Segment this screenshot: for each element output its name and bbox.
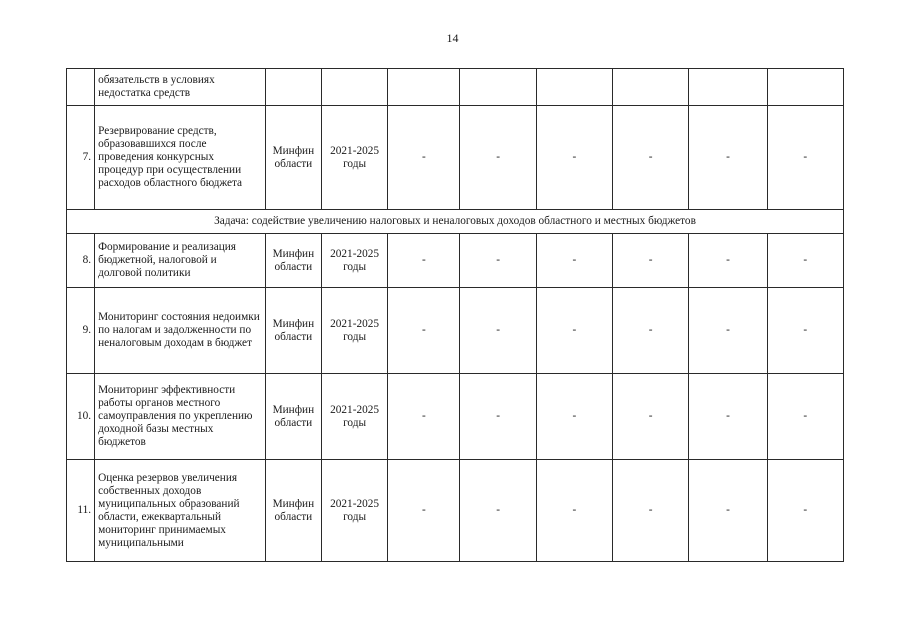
row-value-1: - [388, 460, 460, 562]
row-executor: Минфин области [265, 234, 321, 288]
empty-cell [388, 69, 460, 106]
empty-cell [321, 69, 387, 106]
row-value-5: - [689, 234, 767, 288]
row-value-6: - [767, 374, 843, 460]
row-number: 9. [67, 288, 95, 374]
row-value-1: - [388, 106, 460, 210]
empty-cell [767, 69, 843, 106]
row-executor: Минфин области [265, 374, 321, 460]
row-value-4: - [613, 234, 689, 288]
row-value-2: - [460, 288, 536, 374]
row-value-6: - [767, 288, 843, 374]
row-value-4: - [613, 288, 689, 374]
row-period: 2021-2025 годы [321, 460, 387, 562]
row-period: 2021-2025 годы [321, 288, 387, 374]
row-period: 2021-2025 годы [321, 374, 387, 460]
row-value-3: - [536, 234, 612, 288]
row-executor: Минфин области [265, 460, 321, 562]
row-value-4: - [613, 460, 689, 562]
row-number [67, 69, 95, 106]
row-value-3: - [536, 106, 612, 210]
empty-cell [460, 69, 536, 106]
row-executor: Минфин области [265, 106, 321, 210]
table-row [67, 288, 844, 374]
plan-table [66, 68, 844, 562]
empty-cell [689, 69, 767, 106]
row-period: 2021-2025 годы [321, 234, 387, 288]
row-value-4: - [613, 374, 689, 460]
task-heading: Задача: содействие увеличению налоговых и неналоговых доходов областного и местных бюджетов [67, 210, 844, 234]
row-value-2: - [460, 234, 536, 288]
row-value-5: - [689, 460, 767, 562]
row-value-6: - [767, 234, 843, 288]
table-body [67, 69, 844, 562]
row-value-5: - [689, 374, 767, 460]
row-number: 8. [67, 234, 95, 288]
page-number: 14 [446, 31, 459, 45]
row-value-2: - [460, 374, 536, 460]
row-measure-name: Резервирование средств, образовавшихся после проведения конкурсных процедур при осуществлении расходов областного бюджета [95, 106, 266, 210]
row-value-3: - [536, 460, 612, 562]
row-value-2: - [460, 460, 536, 562]
table-row [67, 460, 844, 562]
empty-cell [265, 69, 321, 106]
task-row [67, 210, 844, 234]
row-number: 10. [67, 374, 95, 460]
row-value-1: - [388, 288, 460, 374]
table-row [67, 234, 844, 288]
table-row-continued [67, 69, 844, 106]
row-number: 7. [67, 106, 95, 210]
row-value-5: - [689, 288, 767, 374]
row-value-6: - [767, 106, 843, 210]
table-row [67, 106, 844, 210]
row-value-1: - [388, 234, 460, 288]
row-value-3: - [536, 288, 612, 374]
row-measure-name: Мониторинг эффективности работы органов местного самоуправления по укреплению доходной базы местных бюджетов [95, 374, 266, 460]
empty-cell [613, 69, 689, 106]
empty-cell [536, 69, 612, 106]
row-value-2: - [460, 106, 536, 210]
row-value-5: - [689, 106, 767, 210]
row-value-3: - [536, 374, 612, 460]
row-executor: Минфин области [265, 288, 321, 374]
row-measure-name: Оценка резервов увеличения собственных доходов муниципальных образований области, ежеквартальный мониторинг принимаемых муниципальными [95, 460, 266, 562]
row-period: 2021-2025 годы [321, 106, 387, 210]
row-value-6: - [767, 460, 843, 562]
row-value-4: - [613, 106, 689, 210]
row-measure-name: обязательств в условиях недостатка средств [95, 69, 266, 106]
row-number: 11. [67, 460, 95, 562]
row-value-1: - [388, 374, 460, 460]
table-row [67, 374, 844, 460]
row-measure-name: Мониторинг состояния недоимки по налогам и задолженности по неналоговым доходам в бюджет [95, 288, 266, 374]
row-measure-name: Формирование и реализация бюджетной, налоговой и долговой политики [95, 234, 266, 288]
